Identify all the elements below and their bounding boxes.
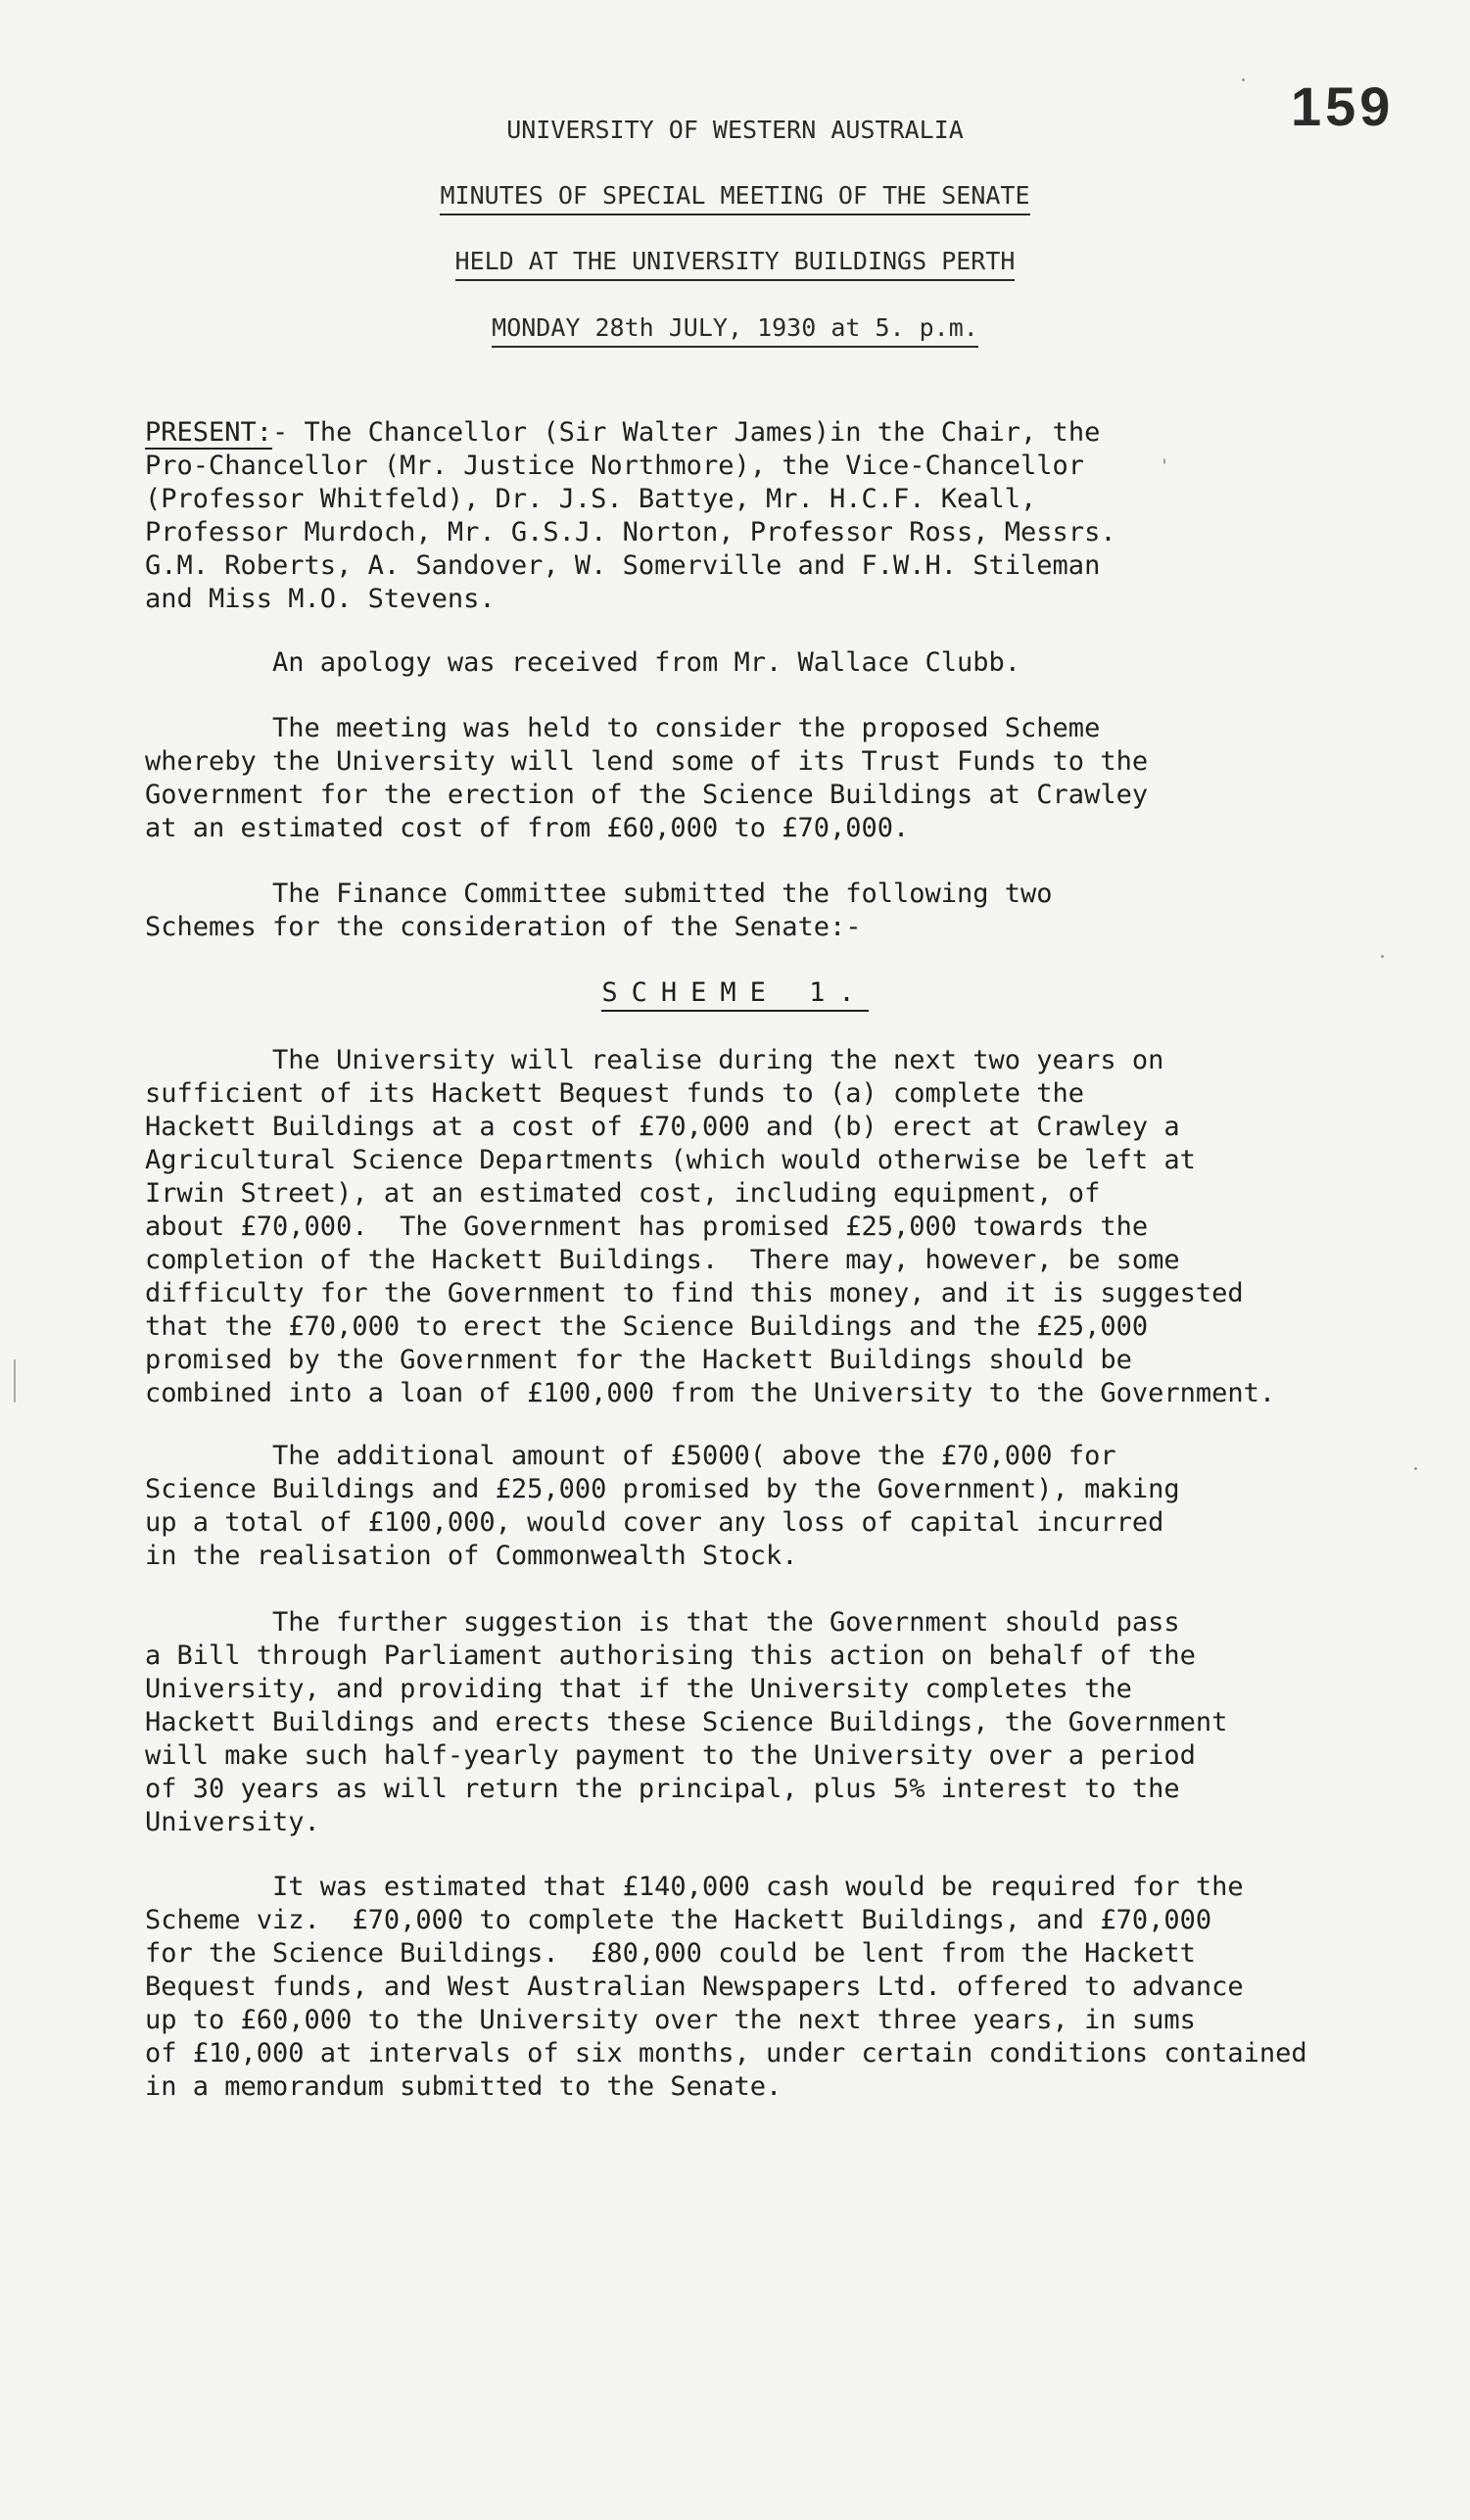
scheme-title-text: SCHEME 1. (601, 977, 868, 1012)
scheme-paragraph-4: It was estimated that £140,000 cash would be required for the Scheme viz. £70,000 to complete the Hackett Buildings, and £70,000 for the Science Buildings. £80,000 could be lent from the Hackett Bequest funds, and West Australian Newspapers Ltd. offered to advance up to £60,000 to the University over the next three years, in sums of £10,000 at intervals of six months, under certain conditions contained in a memorandum submitted to the Senate. (145, 1872, 1307, 2102)
scheme-paragraph-3: The further suggestion is that the Government should pass a Bill through Parliament authorising this action on behalf of the University, and providing that if the University completes the Hackett Buildings and erects these Science Buildings, the Government will make such half-yearly payment to the University over a period of 30 years as will return the principal, plus 5% interest to the University. (145, 1607, 1228, 1837)
paper-speck (14, 1359, 16, 1403)
university-heading (0, 116, 1470, 148)
date-heading (0, 313, 1470, 348)
present-label: PRESENT: (145, 417, 273, 448)
present-paragraph (145, 416, 1359, 616)
paper-speck (1163, 458, 1165, 464)
meeting-heading-text: MINUTES OF SPECIAL MEETING OF THE SENATE (440, 181, 1029, 215)
present-text: - The Chancellor (Sir Walter James)in the Chair, the Pro-Chancellor (Mr. Justice Northmore), the Vice-Chancellor (Professor Whitfeld), Dr. J.S. Battye, Mr. H.C.F. Keall, Professor Murdoch, Mr. G.S.J. Norton, Professor Ross, Messrs. G.M. Roberts, A. Sandover, W. Somerville and F.W.H. Stileman and Miss M.O. Stevens. (145, 417, 1116, 614)
paper-speck (1381, 955, 1384, 958)
meeting-heading (0, 181, 1470, 215)
scheme-paragraph-2: The additional amount of £5000( above the £70,000 for Science Buildings and £25,000 promised by the Government), making up a total of £100,000, would cover any loss of capital incurred in the realisation of Commonwealth Stock. (145, 1441, 1180, 1571)
page-number: 159 (1291, 75, 1395, 137)
apology-paragraph: An apology was received from Mr. Wallace Clubb. (145, 647, 1021, 678)
finance-paragraph: The Finance Committee submitted the following two Schemes for the consideration of the Senate:- (145, 879, 1053, 942)
paper-speck (1414, 1467, 1417, 1470)
scheme-title (0, 976, 1470, 1010)
location-heading-text: HELD AT THE UNIVERSITY BUILDINGS PERTH (455, 247, 1016, 281)
date-heading-text: MONDAY 28th JULY, 1930 at 5. p.m. (492, 313, 978, 348)
scheme-paragraph-1: The University will realise during the next two years on sufficient of its Hackett Bequest funds to (a) complete the Hackett Buildings at a cost of £70,000 and (b) erect at Crawley a Agricultural Science Departments (which would otherwise be left at Irwin Street), at an estimated cost, including equipment, of about £70,000. The Government has promised £25,000 towards the completion of the Hackett Buildings. There may, however, be some difficulty for the Government to find this money, and it is suggested that the £70,000 to erect the Science Buildings and the £25,000 promised by the Government for the Hackett Buildings should be combined into a loan of £100,000 from the University to the Government. (145, 1045, 1276, 1408)
paper-speck (1242, 78, 1245, 81)
university-heading-text: UNIVERSITY OF WESTERN AUSTRALIA (506, 116, 964, 144)
purpose-paragraph: The meeting was held to consider the proposed Scheme whereby the University will lend some of its Trust Funds to the Government for the erection of the Science Buildings at Crawley at an estimated cost of from £60,000 to £70,000. (145, 713, 1149, 843)
location-heading (0, 247, 1470, 281)
